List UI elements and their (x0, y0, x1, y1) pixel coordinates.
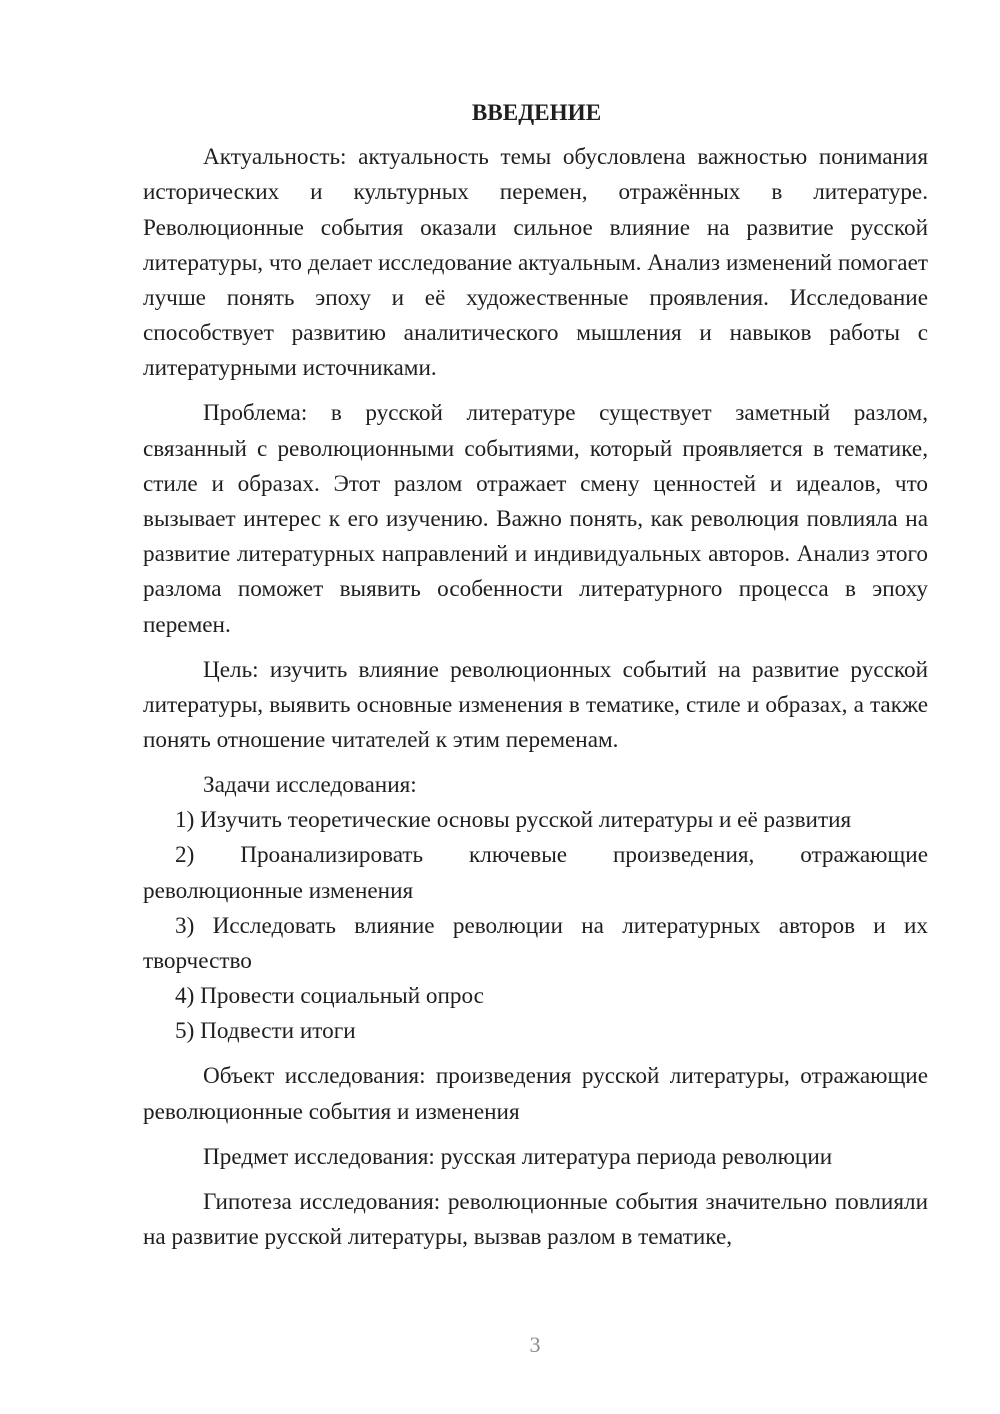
task-item-4: 4) Провести социальный опрос (175, 983, 484, 1010)
task-item-3: 3) Исследовать влияние революции на литературных авторов и их творчество (143, 912, 928, 975)
relevance-paragraph: Актуальность: актуальность темы обусловлена важностью понимания исторических и культурных перемен, отражённых в литературе. Революционные события оказали сильное влияние на развитие русской литературы, что делает исследование актуальным. Анализ изменений помогает лучше понять эпоху и её художественные проявления. Исследование способствует развитию аналитического мышления и навыков работы с литературными источниками. (143, 144, 928, 382)
section-title: ВВЕДЕНИЕ (471, 100, 602, 126)
subject-paragraph: Предмет исследования: русская литература периода революции (203, 1143, 833, 1170)
task-item-5: 5) Подвести итоги (175, 1018, 356, 1045)
tasks-heading: Задачи исследования: (203, 772, 417, 799)
page-number: 3 (529, 1332, 541, 1357)
task-item-2: 2) Проанализировать ключевые произведения, отражающие революционные изменения (143, 842, 928, 904)
goal-paragraph: Цель: изучить влияние революционных событий на развитие русской литературы, выявить основные изменения в тематике, стиле и образах, а также понять отношение читателей к этим переменам. (143, 656, 928, 754)
problem-paragraph: Проблема: в русской литературе существует заметный разлом, связанный с революционными событиями, который проявляется в тематике, стиле и образах. Этот разлом отражает смену ценностей и идеалов, что вызывает интерес к его изучению. Важно понять, как революция повлияла на развитие литературных направлений и индивидуальных авторов. Анализ этого разлома поможет выявить особенности литературного процесса в эпоху перемен. (143, 400, 928, 638)
task-item-1: 1) Изучить теоретические основы русской литературы и её развития (175, 807, 852, 834)
page-content (143, 96, 928, 1255)
hypothesis-paragraph: Гипотеза исследования: революционные события значительно повлияли на развитие русской литературы, вызвав разлом в тематике, (143, 1188, 928, 1250)
object-paragraph: Объект исследования: произведения русской литературы, отражающие революционные события и изменения (143, 1063, 928, 1125)
